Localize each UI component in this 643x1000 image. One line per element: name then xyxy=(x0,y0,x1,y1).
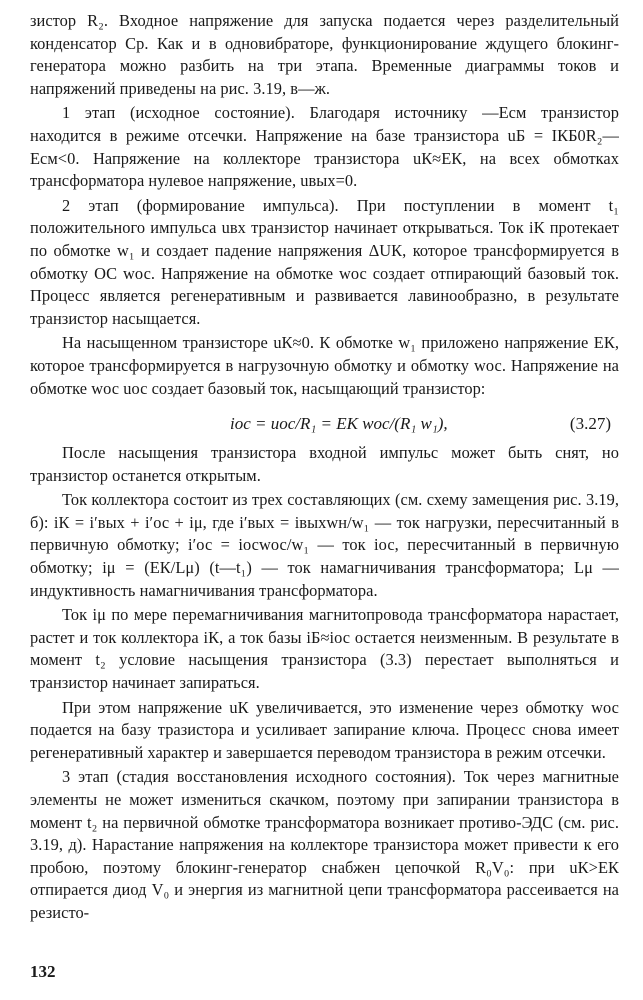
paragraph-magnetization: Ток iμ по мере перемагничивания магнитопровода трансформатора нарастает, растет и ток коллектора iК, а ток базы iБ≈iос остается неизменным. В результате в момент t₂ условие насыщения транзистора (3.3) перестает выполняться и транзистор начинает запираться. xyxy=(30,605,619,693)
paragraph-regenerative: При этом напряжение uК увеличивается, это изменение через обмотку wос подается на базу тразистора и усиливает запирание ключа. Процесс снова имеет регенеративный характер и завершается переводом транзистора в режим отсечки. xyxy=(30,697,619,762)
paragraph-collector-current: Ток коллектора состоит из трех составляющих (см. схему замещения рис. 3.19, б): iК = i′вых + i′ос + iμ, где i′вых = iвыхwн/w₁ — ток нагрузки, пересчитанный в первичную обмотку; i′ос = iосwос/w₁ — ток iос, пересчитанный в первичную обмотку; iμ = (EК/Lμ) (t—t₁) — ток намагничивания трансформатора; Lμ — индуктивность намагничивания трансформатора. xyxy=(30,490,619,600)
formula-3-27 xyxy=(30,402,619,442)
paragraph-stage-3: 3 этап (стадия восстановления исходного состояния). Ток через магнитные элементы не может измениться скачком, поэтому при запирании транзистора в момент t₂ на первичной обмотке трансформатора возникает противо-ЭДС (см. рис. 3.19, д). Нарастание напряжения на коллекторе транзистора может привести к его пробою, поэтому блокинг-генератор снабжен цепочкой R₀V₀: при uК>EК отпирается диод V₀ и энергия из магнитной цепи трансформатора рассеивается на резисто- xyxy=(30,767,619,922)
paragraph-after-saturation: После насыщения транзистора входной импульс может быть снят, но транзистор останется открытым. xyxy=(30,443,619,485)
paragraph-stage-2: 2 этап (формирование импульса). При поступлении в момент t₁ положительного импульса uвх транзистор начинает открываться. Ток iК протекает по обмотке w₁ и создает падение напряжения ΔUК, которое трансформируется в обмотку ОС wос. Напряжение на обмотке wос создает отпирающий базовый ток. Процесс является регенеративным и развивается лавинообразно, в результате транзистор насыщается. xyxy=(30,195,619,328)
formula-expression: iос = uос/R₁ = EК wос/(R₁ w₁), xyxy=(230,414,448,434)
page-number: 132 xyxy=(30,962,56,981)
formula-number: (3.27) xyxy=(569,414,611,434)
paragraph-stage-1: 1 этап (исходное состояние). Благодаря источнику —Eсм транзистор находится в режиме отсечки. Напряжение на базе транзистора uБ = IКБ0R₂—Eсм<0. Напряжение на коллекторе транзистора uК≈EК, на всех обмотках трансформатора нулевое напряжение, uвых=0. xyxy=(30,103,619,191)
paragraph-intro: зистор R₂. Входное напряжение для запуска подается через разделительный конденсатор Cр. Как и в одновибраторе, функционирование ждущего блокинг-генератора можно разбить на три этапа. Временные диаграммы токов и напряжений приведены на рис. 3.19, в—ж. xyxy=(30,11,619,98)
paragraph-saturated: На насыщенном транзисторе uК≈0. К обмотке w₁ приложено напряжение EК, которое трансформируется в нагрузочную обмотку и обмотку wос. Напряжение на обмотке wос uос создает базовый ток, насыщающий транзистор: xyxy=(30,333,619,398)
